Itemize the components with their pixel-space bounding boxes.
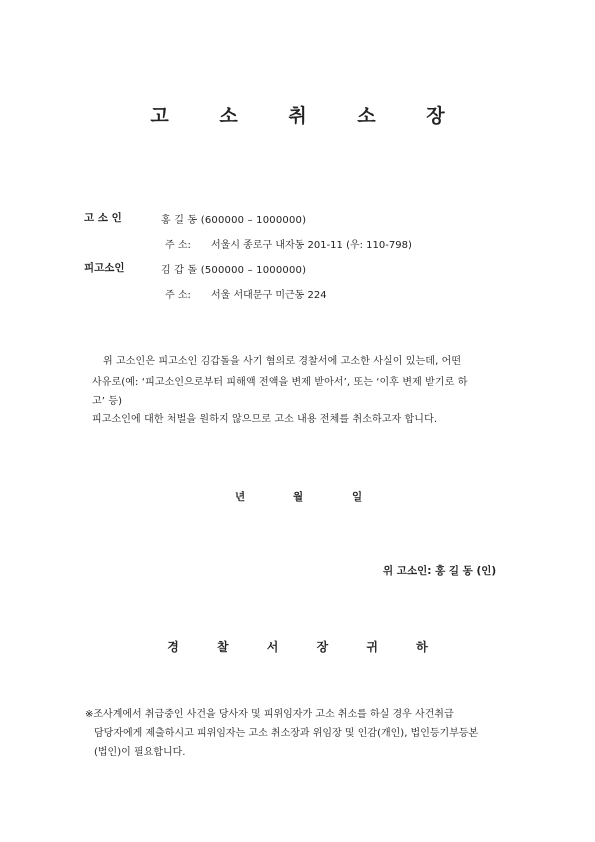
note-line-1: ※조사계에서 취급중인 사건을 당사자 및 피위임자가 고소 취소를 하실 경우 사건취급: [85, 709, 454, 720]
complainant-name: 홍 길 동 (600000 – 1000000): [161, 215, 307, 226]
note-line-3: (법인)이 필요합니다.: [94, 747, 186, 758]
body-line-1: 위 고소인은 피고소인 김갑돌을 사기 혐의로 경찰서에 고소한 사실이 있는데, 어떤: [103, 356, 462, 367]
complainant-address-label: 주 소:: [165, 240, 191, 251]
date-month: 월: [293, 491, 304, 503]
body-line-2: 사유로(예: ‘피고소인으로부터 피해액 전액을 변제 받아서’, 또는 ‘이후 변제 받기로 하: [92, 377, 468, 388]
complainant-label: 고 소 인: [84, 212, 122, 224]
date-year: 년: [235, 491, 246, 503]
defendant-name: 김 갑 돌 (500000 – 1000000): [161, 265, 307, 276]
complainant-address: 서울시 종로구 내자동 201-11 (우: 110-798): [211, 240, 412, 251]
document-title: 고 소 취 소 장: [150, 105, 467, 127]
note-line-2: 담당자에게 제출하시고 피위임자는 고소 취소장과 위임장 및 인감(개인), 법인등기부등본: [94, 728, 479, 739]
addressee: 경 찰 서 장 귀 하: [167, 640, 445, 654]
date-day: 일: [352, 491, 363, 503]
defendant-address: 서울 서대문구 미근동 224: [211, 290, 327, 301]
signature-line: 위 고소인: 홍 길 동 (인): [383, 565, 497, 577]
body-line-3: 고’ 등): [92, 396, 123, 407]
body-line-4: 피고소인에 대한 처벌을 원하지 않으므로 고소 내용 전체를 취소하고자 합니다.: [92, 414, 438, 425]
defendant-label: 피고소인: [84, 262, 125, 274]
defendant-address-label: 주 소:: [165, 290, 191, 301]
